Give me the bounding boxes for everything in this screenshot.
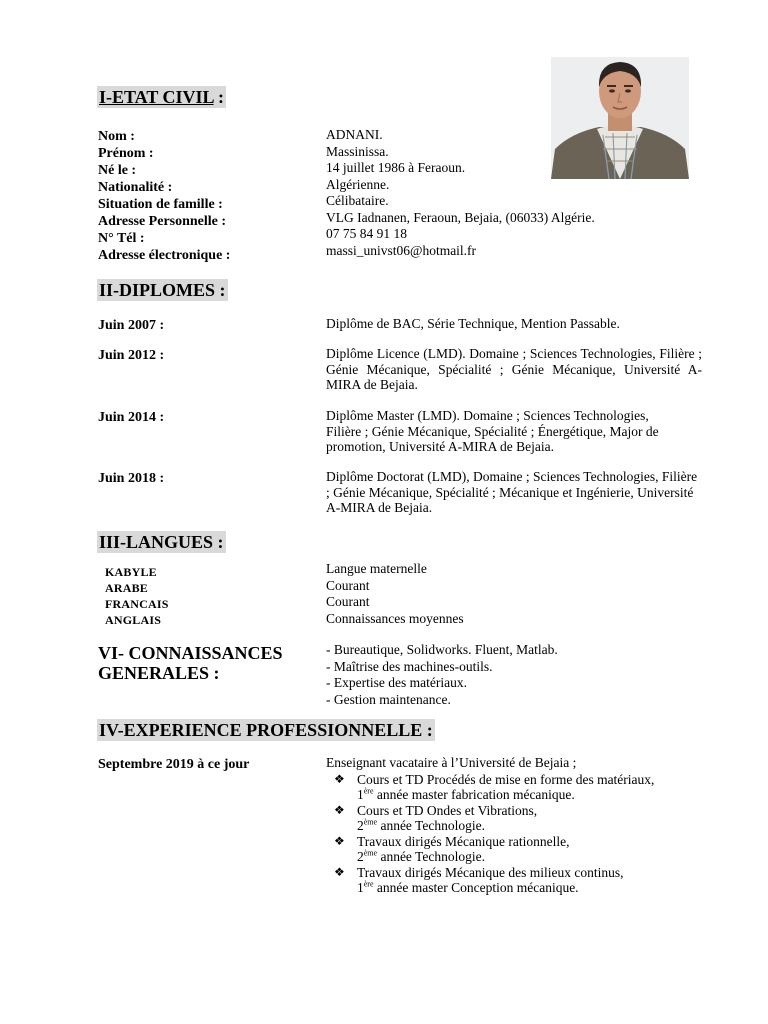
course-item [326, 803, 706, 834]
course-level: année master fabrication mécanique. [373, 787, 575, 802]
course-level-number: 2 [357, 818, 364, 833]
diamond-bullet-icon: ❖ [334, 833, 345, 848]
course-title: Cours et TD Ondes et Vibrations, [357, 802, 538, 818]
value-prenom: Massinissa. [326, 143, 389, 159]
value-naissance: 14 juillet 1986 à Feraoun. [326, 160, 466, 175]
diplome-description: Diplôme Master (LMD). Domaine ; Sciences Technologies, Filière ; Génie Mécanique, Spécialité ; Énergétique, Major de promotion, Université A-MIRA de Bejaia. [326, 408, 659, 454]
value-nom: ADNANI. [326, 127, 383, 142]
label-prenom: Prénom : [98, 146, 154, 161]
course-level: année master Conception mécanique. [373, 880, 579, 895]
section-heading-experience: IV-EXPERIENCE PROFESSIONNELLE : [99, 720, 433, 740]
langue-name: FRANCAIS [105, 597, 169, 611]
label-naissance: Né le : [98, 163, 137, 178]
course-item [326, 865, 706, 896]
civil-labels [98, 128, 230, 264]
langue-name: ARABE [105, 581, 149, 595]
value-telephone: 07 75 84 91 18 [326, 226, 407, 241]
connaissance-item: - Bureautique, Solidworks. Fluent, Matlab. [326, 642, 558, 657]
course-level-number: 2 [357, 849, 364, 864]
diplome-description: Diplôme Licence (LMD). Domaine ; Sciences Technologies, Filière ; Génie Mécanique, Spécialité ; Génie Mécanique, Université A-MIRA de Bejaia. [326, 346, 702, 392]
diamond-bullet-icon: ❖ [334, 802, 345, 817]
section-heading-etat-civil [97, 86, 226, 108]
course-title: Travaux dirigés Mécanique rationnelle, [357, 833, 570, 849]
connaissances-list [326, 642, 558, 708]
value-nationalite: Algérienne. [326, 176, 390, 192]
course-item [326, 772, 706, 803]
label-telephone: N° Tél : [98, 231, 145, 246]
heading-colon: : [213, 87, 225, 107]
value-adresse-personnelle: VLG Iadnanen, Feraoun, Bejaia, (06033) Algérie. [326, 209, 595, 225]
diplome-date: Juin 2018 : [98, 471, 165, 486]
heading-line: GENERALES : [98, 663, 220, 683]
label-nom: Nom : [98, 129, 135, 144]
diplome-description: Diplôme Doctorat (LMD), Domaine ; Sciences Technologies, Filière ; Génie Mécanique, Spécialité ; Mécanique et Ingénierie, Université A-MIRA de Bejaia. [326, 469, 698, 515]
langue-level: Langue maternelle [326, 561, 427, 576]
course-item [326, 834, 706, 865]
langue-level: Connaissances moyennes [326, 610, 464, 626]
langues-levels [326, 561, 464, 627]
course-text [357, 803, 537, 834]
course-level-sup: ème [363, 817, 378, 827]
course-title: Travaux dirigés Mécanique des milieux continus, [357, 864, 624, 880]
value-situation-famille: Célibataire. [326, 193, 389, 208]
course-level-number: 1 [357, 787, 364, 802]
value-email: massi_univst06@hotmail.fr [326, 242, 477, 258]
course-text [357, 834, 569, 865]
connaissance-item: - Expertise des matériaux. [326, 675, 467, 690]
experience-period: Septembre 2019 à ce jour [98, 757, 250, 772]
label-situation-famille: Situation de famille : [98, 197, 223, 212]
langues-names [105, 564, 169, 628]
diamond-bullet-icon: ❖ [334, 864, 345, 879]
langue-name: KABYLE [105, 565, 157, 579]
section-heading-diplomes: II-DIPLOMES : [99, 280, 226, 300]
heading-text: I-ETAT CIVIL [99, 87, 214, 107]
course-text [357, 865, 623, 896]
section-heading-langues: III-LANGUES : [99, 532, 224, 552]
section-heading-connaissances [98, 643, 283, 683]
connaissance-item: - Maîtrise des machines-outils. [326, 658, 493, 674]
course-level-sup: ère [363, 786, 374, 796]
course-level: année Technologie. [377, 849, 485, 864]
langue-level: Courant [326, 594, 370, 609]
experience-details [326, 755, 706, 896]
label-adresse-personnelle: Adresse Personnelle : [98, 214, 227, 229]
label-email: Adresse électronique : [98, 248, 231, 263]
course-level: année Technologie. [377, 818, 485, 833]
connaissance-item: - Gestion maintenance. [326, 691, 451, 707]
diplome-date: Juin 2007 : [98, 318, 165, 333]
experience-courses [326, 772, 706, 896]
experience-role: Enseignant vacataire à l’Université de Bejaia ; [326, 755, 577, 770]
diplome-date: Juin 2012 : [98, 348, 165, 363]
diplome-description: Diplôme de BAC, Série Technique, Mention Passable. [326, 316, 620, 331]
diamond-bullet-icon: ❖ [334, 771, 345, 786]
course-level-number: 1 [357, 880, 364, 895]
heading-line: VI- CONNAISSANCES [98, 643, 283, 663]
civil-values [326, 127, 595, 259]
course-text [357, 772, 654, 803]
langue-name: ANGLAIS [105, 613, 162, 627]
label-nationalite: Nationalité : [98, 180, 173, 195]
langue-level: Courant [326, 577, 370, 593]
diplome-date: Juin 2014 : [98, 410, 165, 425]
course-level-sup: ème [363, 848, 378, 858]
course-title: Cours et TD Procédés de mise en forme des matériaux, [357, 771, 655, 787]
course-level-sup: ère [363, 879, 374, 889]
